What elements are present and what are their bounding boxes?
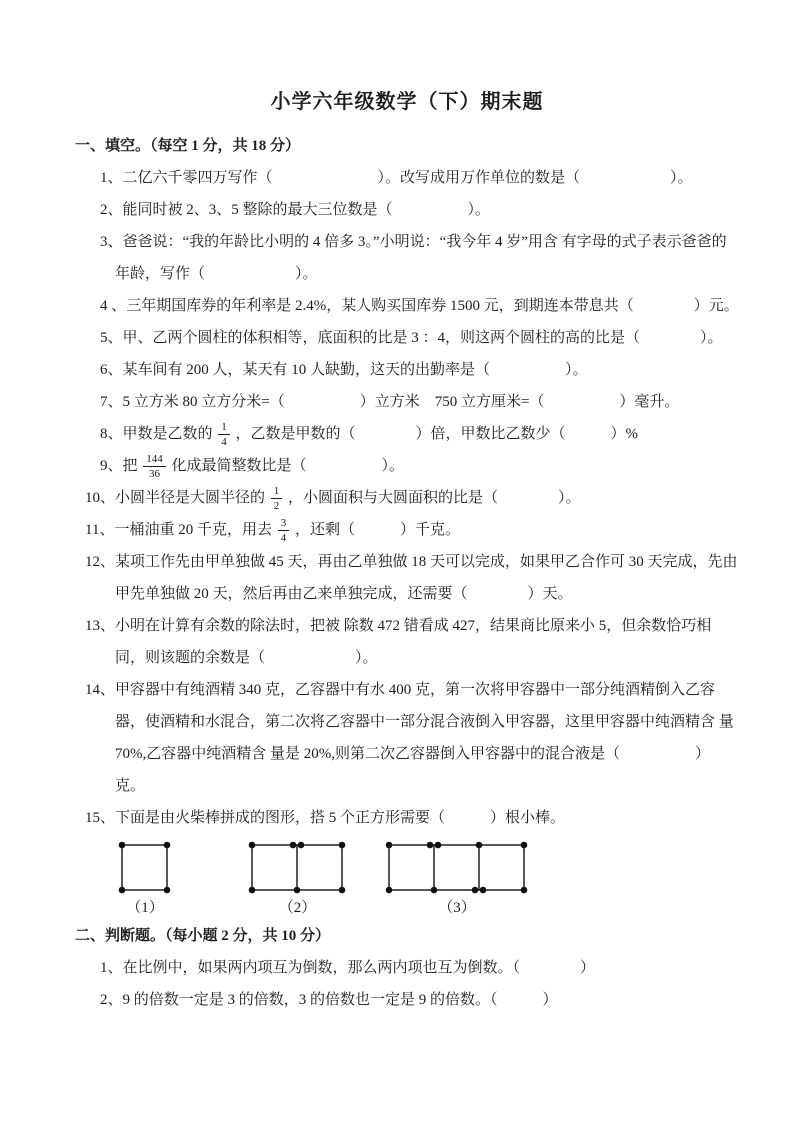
judge-question-2: 2、9 的倍数一定是 3 的倍数，3 的倍数也一定是 9 的倍数。（ ） bbox=[100, 992, 558, 1008]
fraction-denominator: 36 bbox=[149, 468, 161, 481]
fraction bbox=[276, 517, 292, 544]
figure-1-one-square bbox=[115, 838, 175, 920]
section1-heading: 一、填空。（每空 1 分，共 18 分） bbox=[75, 138, 301, 154]
fill-question-2: 2、能同时被 2、3、5 整除的最大三位数是（ ）。 bbox=[100, 202, 491, 218]
figure-3-label: （3） bbox=[438, 900, 476, 916]
question-text: 化成最简整数比是（ ）。 bbox=[167, 458, 405, 474]
fill-question-8 bbox=[100, 418, 739, 450]
fill-question-1: 1、二亿六千零四万写作（ ）。改写成用万作单位的数是（ ）。 bbox=[100, 170, 693, 186]
three-squares-diagram bbox=[382, 838, 532, 896]
fill-question-13: 13、小明在计算有余数的除法时，把被 除数 472 错看成 427，结果商比原来小 5，但余数恰巧相同，则该题的余数是（ ）。 bbox=[85, 618, 712, 666]
two-squares-diagram bbox=[245, 838, 350, 896]
fraction-numerator: 144 bbox=[143, 453, 166, 467]
one-square-diagram bbox=[115, 838, 175, 896]
question-text: ，还剩（ ）千克。 bbox=[291, 522, 460, 538]
judge-question-1: 1、在比例中，如果两内项互为倒数，那么两内项也互为倒数。（ ） bbox=[100, 960, 596, 976]
fill-question-11 bbox=[85, 514, 739, 546]
fill-question-9 bbox=[100, 450, 739, 482]
fraction-denominator: 2 bbox=[273, 500, 280, 513]
fill-question-12: 12、某项工作先由甲单独做 45 天，再由乙单独做 18 天可以完成，如果甲乙合作可 30 天完成，先由甲先单独做 20 天，然后再由乙来单独完成，还需要（ ）天。 bbox=[85, 554, 738, 602]
fraction bbox=[216, 421, 232, 448]
question-text: 11、一桶油重 20 千克，用去 bbox=[85, 522, 276, 538]
fraction-denominator: 4 bbox=[280, 532, 287, 545]
figure-2-two-squares bbox=[245, 838, 350, 920]
question-text: ，乙数是甲数的（ ）倍，甲数比乙数少（ ）% bbox=[231, 426, 639, 442]
fill-question-10 bbox=[85, 482, 739, 514]
fraction-denominator: 4 bbox=[221, 436, 227, 449]
fraction-numerator: 1 bbox=[271, 485, 283, 499]
figure-3-three-squares bbox=[382, 838, 532, 920]
fraction bbox=[141, 453, 168, 480]
question-text: 8、甲数是乙数的 bbox=[100, 426, 217, 442]
question-text: 9、把 bbox=[100, 458, 142, 474]
fill-question-4: 4 、三年期国库券的年利率是 2.4%，某人购买国库券 1500 元，到期连本带息共（ ）元。 bbox=[100, 298, 739, 314]
fill-question-7: 7、5 立方米 80 立方分米=（ ）立方米 750 立方厘米=（ ）毫升。 bbox=[100, 394, 680, 410]
fill-question-3: 3、爸爸说：“我的年龄比小明的 4 倍多 3。”小明说：“我今年 4 岁”用含 有字母的式子表示爸爸的年龄，写作（ ）。 bbox=[100, 234, 727, 282]
fraction-numerator: 3 bbox=[278, 517, 290, 531]
figure-2-label: （2） bbox=[278, 900, 317, 916]
page-title: 小学六年级数学（下）期末题 bbox=[270, 91, 544, 113]
question-text: ，小圆面积与大圆面积的比是（ ）。 bbox=[284, 490, 581, 506]
fill-question-15: 15、下面是由火柴棒拼成的图形，搭 5 个正方形需要（ ）根小棒。 bbox=[85, 810, 566, 826]
fill-question-6: 6、某车间有 200 人，某天有 10 人缺勤，这天的出勤率是（ ）。 bbox=[100, 362, 588, 378]
fraction bbox=[269, 485, 285, 512]
section2-heading: 二、判断题。（每小题 2 分，共 10 分） bbox=[75, 928, 331, 944]
figure-1-label: （1） bbox=[126, 900, 164, 916]
fill-question-5: 5、甲、乙两个圆柱的体积相等，底面积的比是 3 ：4，则这两个圆柱的高的比是（ ）。 bbox=[100, 330, 723, 346]
question-text: 10、小圆半径是大圆半径的 bbox=[85, 490, 269, 506]
matchstick-figures bbox=[115, 838, 739, 920]
fill-question-14: 14、甲容器中有纯酒精 340 克，乙容器中有水 400 克，第一次将甲容器中一部分纯酒精倒入乙容器，使酒精和水混合，第二次将乙容器中一部分混合液倒入甲容器，这里甲容器中纯酒精含 量 70%,乙容器中纯酒精含 量是 20%,则第二次乙容器倒入甲容器中的混合液是（ ）克。 bbox=[85, 682, 734, 794]
fraction-numerator: 1 bbox=[218, 421, 230, 435]
